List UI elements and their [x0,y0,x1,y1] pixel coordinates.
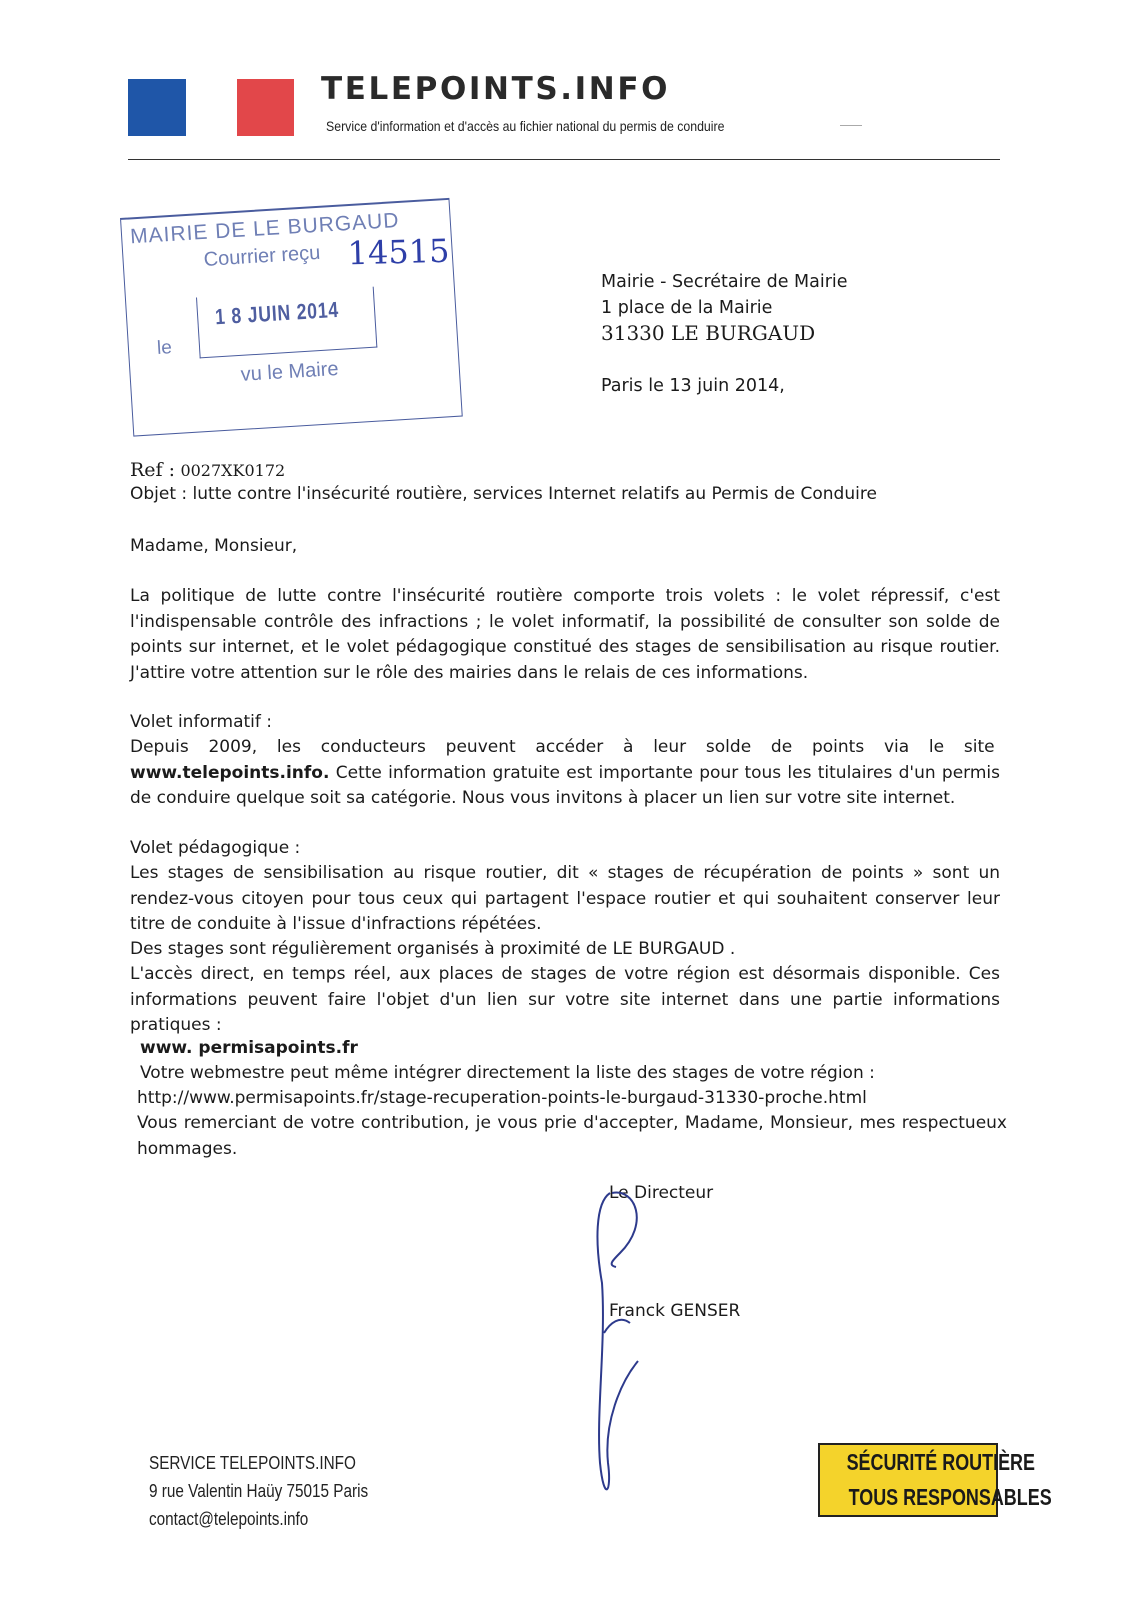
pedago-text3: L'accès direct, en temps réel, aux places de stages de votre région est désormais disponible. Ces informations peuvent faire l'objet d'un lien sur votre site internet dans une partie informations pratiques : [130,964,1000,1035]
badge-line2: TOUS RESPONSABLES [848,1484,1052,1510]
footer-street: 9 rue Valentin Haüy 75015 Paris [149,1481,369,1501]
signatory-name: Franck GENSER [609,1301,741,1321]
recipient-line1: Mairie - Secrétaire de Mairie [601,272,848,292]
informatif-text: Depuis 2009, les conducteurs peuvent accéder à leur solde de points via le site [130,737,995,757]
closing-text: Vous remerciant de votre contribution, je vous prie d'accepter, Madame, Monsieur, mes respectueux hommages. [137,1113,1007,1159]
informatif-title: Volet informatif : [130,712,273,732]
badge-line1: SÉCURITÉ ROUTIÈRE [846,1449,1035,1475]
footer-service: SERVICE TELEPOINTS.INFO [149,1453,356,1473]
handwritten-signature [590,1183,660,1523]
reception-stamp [120,198,463,437]
stamp-number: 14515 [347,231,450,273]
pedago-text1: Les stages de sensibilisation au risque routier, dit « stages de récupération de points » sont un rendez-vous citoyen pour tous ceux qui partagent l'espace routier et qui souhaitent conserver leur titre de conduite à l'issue d'infractions répétées. [130,863,1000,934]
informatif-text2: Cette information gratuite est importante pour tous les titulaires d'un permis de conduire quelque soit sa catégorie. Nous vous invitons à placer un lien sur votre site internet. [130,762,1000,808]
stamp-mairie: MAIRIE DE LE BURGAUD [129,208,401,249]
flag-blue-square [128,79,186,136]
stamp-courrier: Courrier reçu [203,241,321,271]
letter-date: Paris le 13 juin 2014, [601,376,785,396]
stage-url[interactable]: http://www.permisapoints.fr/stage-recuperation-points-le-burgaud-31330-proche.html [137,1088,867,1108]
stamp-vu: vu le Maire [240,357,340,386]
subject-line: Objet : lutte contre l'insécurité routière, services Internet relatifs au Permis de Conduire [130,484,877,504]
intro-paragraph: La politique de lutte contre l'insécurité routière comporte trois volets : le volet répressif, c'est l'indispensable contrôle des infractions ; le volet informatif, la possibilité de consulter son solde de points sur internet, et le volet pédagogique constitué des stages de sensibilisation au risque routier. J'attire votre attention sur le rôle des mairies dans le relais de ces informations. [130,586,1000,683]
footer-email[interactable]: contact@telepoints.info [149,1509,309,1529]
pedago-title: Volet pédagogique : [130,838,301,858]
informatif-paragraph [130,735,1000,812]
telepoints-link[interactable]: www.telepoints.info. [130,762,330,783]
reference [130,458,1000,485]
scan-mark [840,125,862,126]
stamp-le: le [156,337,173,359]
ref-label: Ref : [130,459,176,481]
brand-tagline: Service d'information et d'accès au fichier national du permis de conduire [326,118,725,134]
header-divider [128,159,1000,160]
salutation: Madame, Monsieur, [130,536,298,556]
recipient-city: 31330 LE BURGAUD [601,321,816,345]
pedago-text2: Des stages sont régulièrement organisés à proximité de LE BURGAUD . [130,939,736,959]
permisapoints-link[interactable]: www. permisapoints.fr [140,1038,358,1058]
sender-address [149,1449,368,1533]
stamp-date: 1 8 JUIN 2014 [214,296,340,330]
flag-red-square [237,79,294,136]
brand-title: TELEPOINTS.INFO [321,71,671,107]
webmestre-text: Votre webmestre peut même intégrer directement la liste des stages de votre région : [140,1063,875,1083]
securite-routiere-badge [818,1443,1052,1517]
recipient-line2: 1 place de la Mairie [601,298,773,318]
ref-value: 0027XK0172 [180,461,286,480]
signatory-title: Le Directeur [609,1183,714,1203]
